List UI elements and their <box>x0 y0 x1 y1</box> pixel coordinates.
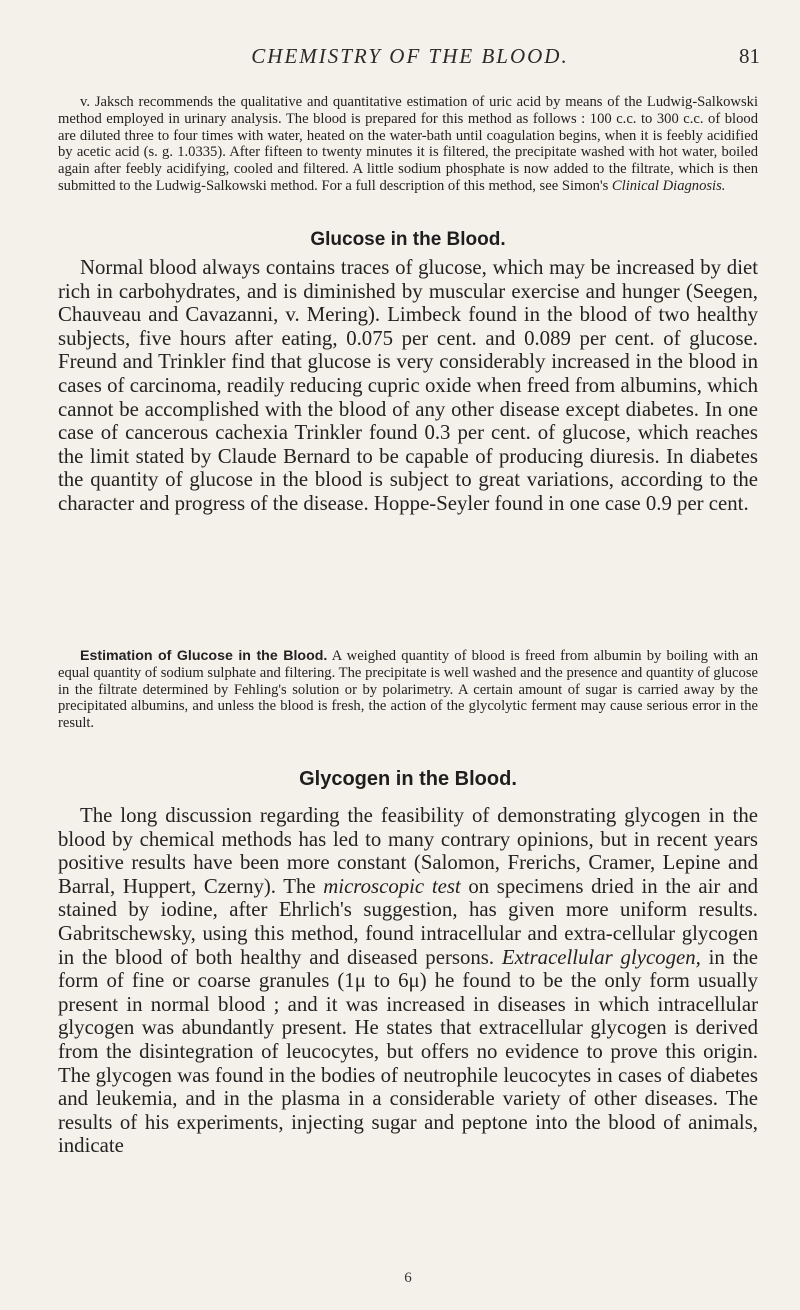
signature-mark: 6 <box>404 1270 412 1286</box>
uric-acid-text: v. Jaksch recommends the qualitative and quantitative estimation of uric acid by means of the Ludwig-Salkowski method employed in urinary analysis. The blood is prepared for this method as follows : 100 c.c. to 300 c.c. of blood are diluted three to four times with water, heated on the water-bath until coagulation begins, when it is feebly acidified by acetic acid (s. g. 1.0335). After fifteen to twenty minutes it is filtered, the precipitate washed with hot water, boiled again after feebly acidifying, cooled and filtered. A little sodium phosphate is now added to the filtrate, which is then submitted to the Ludwig-Salkowski method. For a full description of this method, see Simon's <box>58 94 758 194</box>
microscopic-test-term: microscopic test <box>323 874 461 898</box>
clinical-diagnosis-reference: Clinical Diagnosis. <box>611 177 726 194</box>
glycogen-paragraph <box>58 804 758 1158</box>
glucose-heading: Glucose in the Blood. <box>310 229 506 250</box>
estimation-runin-heading: Estimation of Glucose in the Blood. <box>80 648 328 664</box>
glycogen-text-2: on specimens dried in the air and stained by iodine, after Ehrlich's suggestion, has given more uniform results. Gabritschewsky, using this method, found intracellular and extra-cellular glycogen in the blood of both healthy and diseased persons. <box>58 874 758 969</box>
page-number: 81 <box>739 44 760 68</box>
glucose-paragraph: Normal blood always contains traces of glucose, which may be increased by diet rich in carbohydrates, and is diminished by muscular exercise and hunger (Seegen, Chauveau and Cavazanni, v. Mering). Limbeck found in the blood of two healthy subjects, five hours after eating, 0.075 per cent. and 0.089 per cent. of glucose. Freund and Trinkler find that glucose is very considerably increased in the blood in cases of carcinoma, readily reducing cupric oxide when freed from albumins, which cannot be accomplished with the blood of any other disease except diabetes. In one case of cancerous cachexia Trinkler found 0.3 per cent. of glucose, which reaches the limit stated by Claude Bernard to be capable of producing diuresis. In diabetes the quantity of glucose in the blood is subject to great variations, according to the character and progress of the disease. Hoppe-Seyler found in one case 0.9 per cent. <box>58 256 758 515</box>
glycogen-text-1: The long discussion regarding the feasibility of demonstrating glycogen in the blood by chemical methods has led to many contrary opinions, but in recent years positive results have been more constant (Salomon, Frerichs, Cramer, Lepine and Barral, Huppert, Czerny). The <box>58 804 758 898</box>
uric-acid-paragraph <box>58 94 758 195</box>
glycogen-text-3: in the form of fine or coarse granules (1μ to 6μ) he found to be the only form usually present in normal blood ; and it was increased in diseases in which intracellular glycogen was abundantly present. He states that extracellular glycogen is derived from the disintegration of leucocytes, but offers no evidence to prove this origin. The glycogen was found in the bodies of neutrophile leucocytes in cases of diabetes and leukemia, and in the plasma in a considerable variety of other diseases. The results of his experiments, injecting sugar and peptone into the blood of animals, indicate <box>58 945 758 1158</box>
running-head <box>80 44 760 72</box>
extracellular-glycogen-term: Extracellular glycogen, <box>501 945 701 969</box>
glycogen-heading: Glycogen in the Blood. <box>299 768 517 790</box>
running-title: CHEMISTRY OF THE BLOOD. <box>251 44 569 68</box>
estimation-text: A weighed quantity of blood is freed from albumin by boiling with an equal quantity of sodium sulphate and filtering. The precipitate is well washed and the presence and quantity of glucose in the filtrate determined by Fehling's solution or by polarimetry. A certain amount of sugar is carried away by the precipitated albumins, and unless the blood is fresh, the action of the glycolytic ferment may cause serious error in the result. <box>58 648 759 732</box>
estimation-paragraph <box>58 648 758 732</box>
